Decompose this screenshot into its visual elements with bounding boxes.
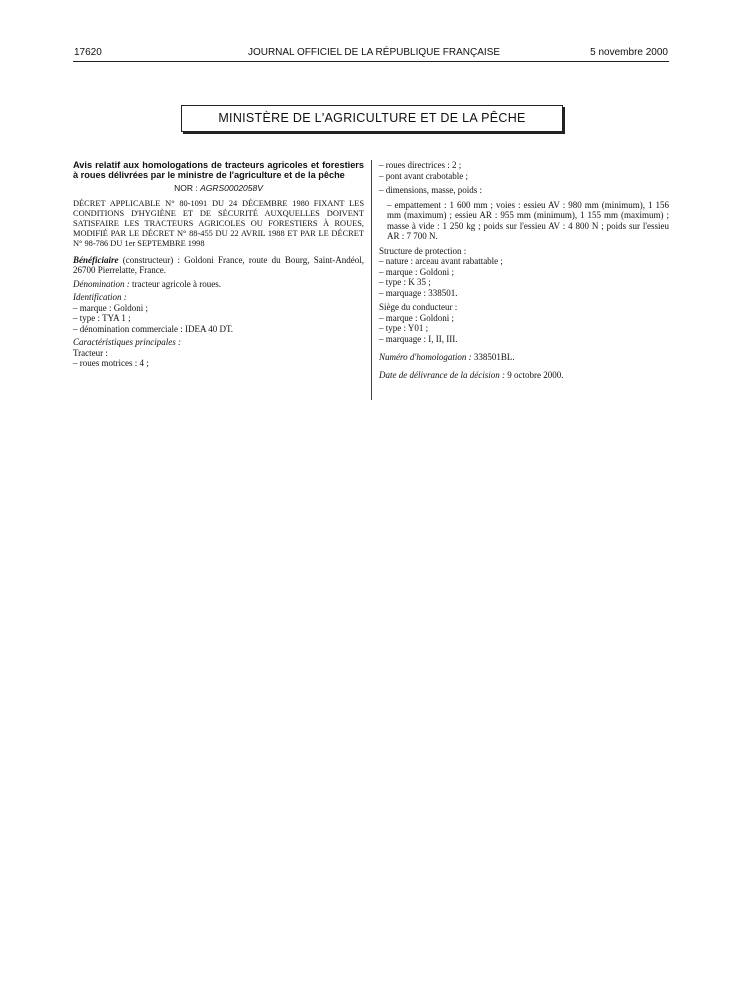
column-divider bbox=[371, 160, 372, 400]
right-column bbox=[379, 160, 669, 383]
structure-item-marque: – marque : Goldoni ; bbox=[379, 266, 454, 277]
beneficiaire-paragraph bbox=[73, 255, 364, 276]
beneficiaire-text: (constructeur) : Goldoni France, route du Bourg, Saint-Andéol, 26700 Pierrelatte, France. bbox=[73, 254, 364, 275]
denomination-label: Dénomination : bbox=[73, 278, 130, 289]
left-column bbox=[73, 160, 364, 369]
caracteristiques-label: Caractéristiques principales : bbox=[73, 337, 181, 347]
siege-item-marquage: – marquage : I, II, III. bbox=[379, 333, 458, 344]
dimensions-label: – dimensions, masse, poids : bbox=[379, 185, 482, 195]
siege-item-marque: – marque : Goldoni ; bbox=[379, 312, 454, 323]
ministry-heading: MINISTÈRE DE L'AGRICULTURE ET DE LA PÊCHE bbox=[181, 105, 563, 132]
numero-value: 338501BL. bbox=[471, 352, 515, 362]
tracteur-item-roues-motrices: – roues motrices : 4 ; bbox=[73, 358, 149, 368]
tracteur-item-pont-avant: – pont avant crabotable ; bbox=[379, 170, 468, 181]
beneficiaire-label: Bénéficiaire bbox=[73, 254, 119, 265]
numero-homologation bbox=[379, 352, 669, 363]
siege-item-type: – type : Y01 ; bbox=[379, 323, 429, 333]
identification-label: Identification : bbox=[73, 292, 127, 302]
structure-item-nature: – nature : arceau avant rabattable ; bbox=[379, 256, 503, 266]
nor-label: NOR : bbox=[174, 183, 198, 193]
notice-title: Avis relatif aux homologations de tracteurs agricoles et forestiers à roues délivrées par le ministre de l'agriculture et de la pêche bbox=[73, 160, 364, 180]
structure-item-type: – type : K 35 ; bbox=[379, 277, 431, 287]
decret-text: DÉCRET APPLICABLE N° 80-1091 DU 24 DÉCEMBRE 1980 FIXANT LES CONDITIONS D'HYGIÈNE ET DE SÉCURITÉ AUXQUELLES DOIVENT SATISFAIRE LES TRACTEURS AGRICOLES OU FORESTIERS À ROUES, MODIFIÉ PAR LE DÉCRET N° 88-455 DU 22 AVRIL 1988 ET PAR LE DÉCRET N° 98-786 DU 1er SEPTEMBRE 1998 bbox=[73, 198, 364, 248]
tracteur-label: Tracteur : bbox=[73, 347, 108, 358]
tracteur-item-roues-directrices: – roues directrices : 2 ; bbox=[379, 160, 462, 170]
siege-label: Siège du conducteur : bbox=[379, 302, 458, 312]
identification-item-marque: – marque : Goldoni ; bbox=[73, 302, 148, 313]
identification-item-type: – type : TYA 1 ; bbox=[73, 313, 131, 323]
dimensions-text: – empattement : 1 600 mm ; voies : essieu AV : 980 mm (minimum), 1 156 mm (maximum) ; essieu AR : 955 mm (minimum), 1 155 mm (maximum) ; masse à vide : 1 250 kg ; poids sur l'essieu AV : 4 800 N ; poids sur l'essieu AR : 7 700 N. bbox=[387, 199, 669, 241]
header-rule bbox=[73, 61, 669, 62]
issue-date: 5 novembre 2000 bbox=[590, 47, 668, 58]
page-number: 17620 bbox=[74, 47, 102, 58]
nor-reference bbox=[73, 183, 364, 194]
journal-title: JOURNAL OFFICIEL DE LA RÉPUBLIQUE FRANÇAISE bbox=[247, 47, 501, 58]
structure-item-marquage: – marquage : 338501. bbox=[379, 287, 458, 298]
identification-item-commercial-name: – dénomination commerciale : IDEA 40 DT. bbox=[73, 323, 234, 334]
numero-label: Numéro d'homologation : bbox=[379, 352, 472, 362]
denomination-text: tracteur agricole à roues. bbox=[129, 278, 221, 289]
date-delivrance bbox=[379, 370, 669, 381]
nor-code: AGRS0002058V bbox=[200, 183, 263, 193]
denomination-paragraph bbox=[73, 279, 364, 290]
date-value: 9 octobre 2000. bbox=[504, 369, 564, 380]
date-label: Date de délivrance de la décision : bbox=[379, 369, 505, 380]
structure-label: Structure de protection : bbox=[379, 245, 467, 256]
